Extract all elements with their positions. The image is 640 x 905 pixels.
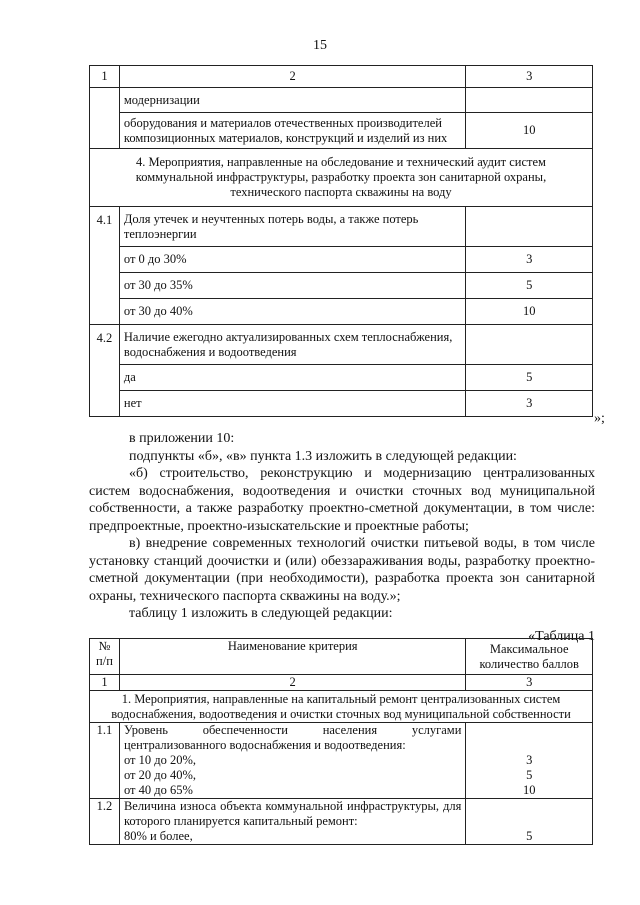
item-1-2-title: Величина износа объекта коммунальной инфраструктуры, для которого планируется капитальный ремонт: <box>123 799 462 828</box>
table-row <box>90 273 593 299</box>
table-row <box>90 207 593 247</box>
item-4-1-title: Доля утечек и неучтенных потерь воды, а также потерь теплоэнергии <box>119 207 466 247</box>
item-1-2-num: 1.2 <box>90 799 120 845</box>
option-score: 5 <box>466 365 593 391</box>
colnum-3: 3 <box>466 675 593 691</box>
table-row <box>90 113 593 149</box>
paragraph: таблицу 1 изложить в следующей редакции: <box>129 606 393 621</box>
criteria-table-continued <box>89 65 593 417</box>
option-label: да <box>119 365 466 391</box>
table-row <box>90 299 593 325</box>
table-row <box>90 723 593 799</box>
paragraph: «б) строительство, реконструкцию и модернизацию централизованных систем водоснабжения, водоотведения и очистки сточных вод муниципальной собственности, а также разработку проектно-сметной документации, в том числе: предпроектные, проектно-изыскательские и проектные работы; <box>89 466 595 534</box>
paragraph: подпункты «б», «в» пункта 1.3 изложить в следующей редакции: <box>129 448 517 464</box>
item-1-1-num: 1.1 <box>90 723 120 799</box>
option-score: 5 <box>466 273 593 299</box>
option-label: от 0 до 30% <box>119 247 466 273</box>
colnum-1: 1 <box>90 675 120 691</box>
section-1-title: 1. Мероприятия, направленные на капитальный ремонт централизованных систем водоснабжения, водоотведения и очистки сточных вод муниципальной собственности <box>90 691 593 723</box>
table-header-row <box>90 639 593 675</box>
option-label: нет <box>119 391 466 417</box>
criteria-table-1 <box>89 638 593 845</box>
page-number: 15 <box>313 38 327 53</box>
colnum-2: 2 <box>119 675 465 691</box>
table-caption: «Таблица 1 <box>528 628 595 644</box>
item-4-1-num: 4.1 <box>90 207 120 325</box>
option-label: от 30 до 40% <box>119 299 466 325</box>
table-row <box>90 247 593 273</box>
header-name: Наименование критерия <box>119 639 465 675</box>
option-score: 10 <box>466 299 593 325</box>
option-label: 80% и более, <box>123 829 193 843</box>
option-label: от 10 до 20%, <box>123 753 197 767</box>
table-row <box>90 365 593 391</box>
paragraph: в) внедрение современных технологий очистки питьевой воды, в том числе установку станций доочистки и (или) обеззараживания воды, разработку проектно-сметной документации (при необходимости), разработка проекта зон санитарной охраны, технического паспорта скважины на воду.»; <box>89 536 595 604</box>
section-1-row <box>90 691 593 723</box>
amendment-text <box>89 430 595 645</box>
option-score: 3 <box>526 753 533 767</box>
closing-quote: »; <box>594 411 605 426</box>
option-score: 5 <box>526 829 533 843</box>
option-score: 5 <box>526 768 533 782</box>
table-row <box>90 88 593 113</box>
option-label: от 20 до 40%, <box>123 768 197 782</box>
option-label: от 30 до 35% <box>119 273 466 299</box>
row-equipment-text: оборудования и материалов отечественных производителей композиционных материалов, конструкций и изделий из них <box>119 113 466 149</box>
section-4-row <box>90 149 593 207</box>
item-4-2-num: 4.2 <box>90 325 120 417</box>
option-score: 3 <box>466 247 593 273</box>
item-4-2-title: Наличие ежегодно актуализированных схем теплоснабжения, водоснабжения и водоотведения <box>119 325 466 365</box>
row-equipment-score: 10 <box>466 113 593 149</box>
table-row <box>90 391 593 417</box>
table-header-row <box>90 66 593 88</box>
option-label: от 40 до 65% <box>123 783 193 797</box>
option-score: 10 <box>522 783 536 797</box>
section-4-title: 4. Мероприятия, направленные на обследование и технический аудит систем коммунальной инфраструктуры, разработку проекта зон санитарной охраны, технического паспорта скважины на воду <box>90 149 593 207</box>
col-1-header: 1 <box>90 66 120 88</box>
header-num: № п/п <box>90 639 120 675</box>
row-modernization: модернизации <box>119 88 466 113</box>
table-colnum-row <box>90 675 593 691</box>
col-3-header: 3 <box>466 66 593 88</box>
paragraph: в приложении 10: <box>129 431 235 446</box>
table-row <box>90 799 593 845</box>
col-2-header: 2 <box>119 66 466 88</box>
header-max: Максимальное количество баллов <box>466 639 593 675</box>
table-row <box>90 325 593 365</box>
item-1-1-title: Уровень обеспеченности населения услугами централизованного водоснабжения и водоотведения: <box>123 723 462 752</box>
option-score: 3 <box>466 391 593 417</box>
